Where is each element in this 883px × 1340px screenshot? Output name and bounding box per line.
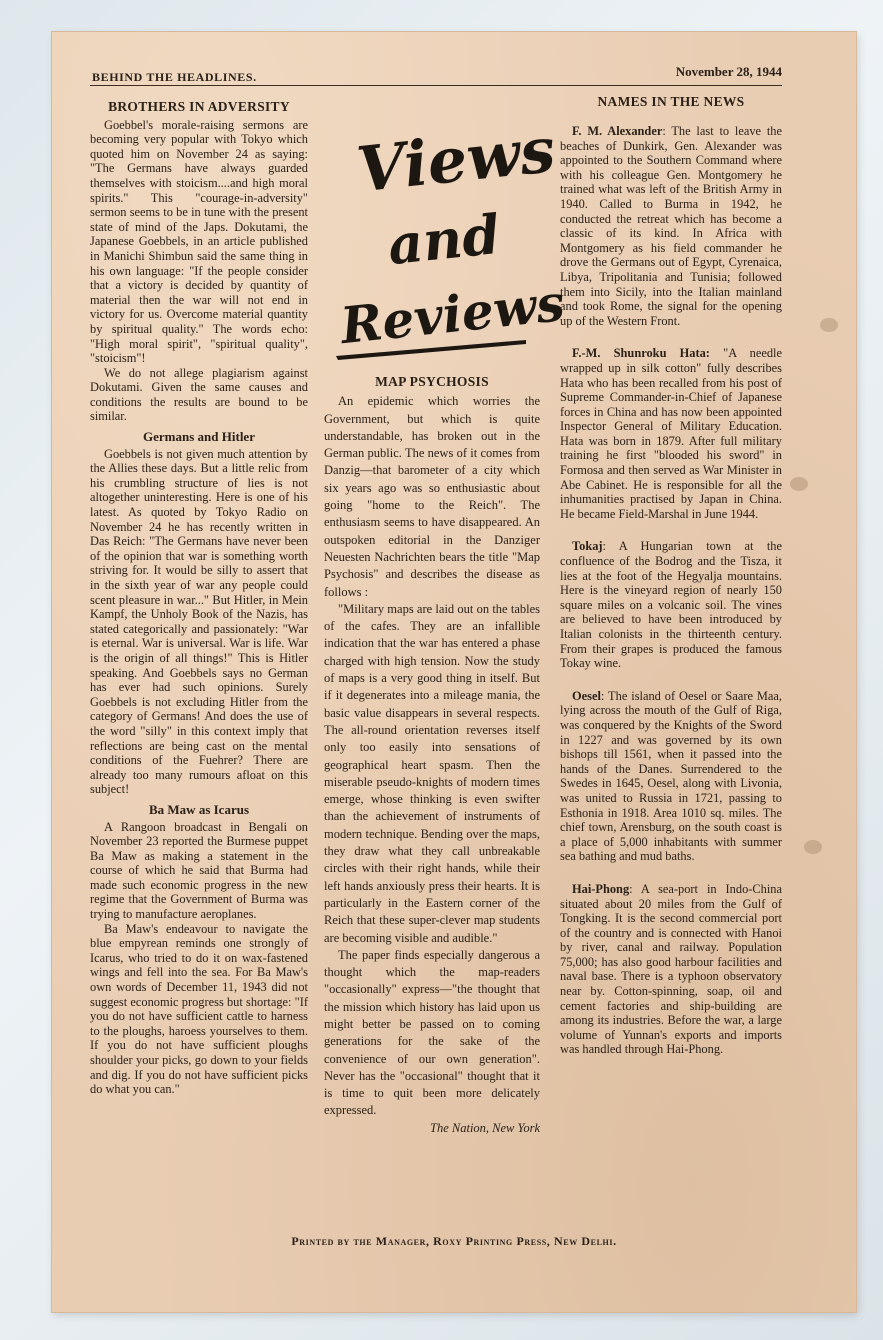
logo-word-views: Views <box>353 113 559 207</box>
paper-damage-mark <box>804 840 822 854</box>
paper-damage-mark <box>820 318 838 332</box>
entry-text: : The island of Oesel or Saare Maa, lying across the mouth of the Gulf of Riga, was conquered by the Knights of the Sword in 1227 and was governed by its own bishops till 1561, when it passed into the hands of the Danes. Surrendered to the Swedes in 1645, Oesel, along with Livonia, was united to Russia in 1721, passing to Esthonia in 1918. Area 1010 sq. miles. The chief town, Arensburg, on the south coast is a place of 5,000 inhabitants with summer sea bathing and mud baths. <box>560 688 782 864</box>
header-rule <box>90 85 782 86</box>
article-paragraph: A Rangoon broadcast in Bengali on November 23 reported the Burmese puppet Ba Maw as making a statement in the course of which he said that Burma had made such economic progress in the new regime that the Government of Burma was trying to manufacture aeroplanes. <box>90 819 308 922</box>
masthead-title: BEHIND THE HEADLINES. <box>92 70 257 84</box>
article-title-brothers: BROTHERS IN ADVERSITY <box>108 99 290 114</box>
logo-word-and: and <box>384 201 503 278</box>
column-middle <box>324 367 540 1137</box>
newspaper-page <box>52 32 856 1312</box>
entry-name: Oesel <box>572 688 601 703</box>
logo-word-reviews: Reviews <box>337 273 568 356</box>
column-right <box>560 124 782 1075</box>
subhead-ba-maw: Ba Maw as Icarus <box>148 801 250 817</box>
article-paragraph: Ba Maw's endeavour to navigate the blue empyrean reminds one strongly of Icarus, who tried to do it on wax-fastened wings and fell into the sea. For Ba Maw's own words of December 11, 1943 did not suggest economic progress but shortage: "If you do not have sufficient cattle to harness to the ploughs, haroess yourselves to them. If you do not have sufficient ploughs shoulder your picks, go down to your fields and dig. If you do not have sufficient picks do what you can." <box>90 921 308 1097</box>
entry-name: F.-M. Shunroku Hata: <box>572 346 710 361</box>
news-entry <box>560 539 782 670</box>
issue-date: November 28, 1944 <box>675 64 782 79</box>
entry-name: Tokaj <box>572 539 603 554</box>
article-paragraph: The paper finds especially dangerous a thought which the map-readers "occasionally" express—"the thought that the mission which history has laid upon us might better be passed on to coming generations for the sake of the convenience of our own generation". Never has the "occasional" thought that it is time to quit been more delicately expressed. <box>324 947 540 1118</box>
entry-name: F. M. Alexander <box>572 124 663 138</box>
article-paragraph: Goebbels is not given much attention by the Allies these days. But a little relic from his crumbling structure of lies is not altogether uninteresting. Here is one of his latest. As quoted by Tokyo Radio on November 24 he has recently written in Das Reich: "The Germans have never been of the opinion that war is something worth striving for. It would be silly to assert that in the sixth year of war any people could scent pleasure in war..." But Hitler, in Mein Kampf, the Unholy Book of the Nazis, has stated categorically and passionately: "War is eternal. War is universal. War is life. War is the origin of all things!" This is Hitler speaking. And Goebbels says no German has ever had such opinions. Surely Goebbels is not excluding Hitler from the category of Germans! And does the use of the word "silly" in this context imply that reflections are being cast on the mental conditions of the Fuehrer? There are already too many rumours afloat on this subject! <box>90 446 308 797</box>
printer-imprint: Printed by the Manager, Roxy Printing Press, New Delhi. <box>291 1234 617 1248</box>
news-entry <box>560 124 782 328</box>
entry-text: : A Hungarian town at the confluence of the Bodrog and the Tisza, it lies at the foot of the Hegyalja mountains. Here is the vineyard region of nearly 150 square miles on a volcanic soil. The vines are believed to have been introduced by Italian colonists in the thirteenth century. From their grapes is produced the famous Tokay wine. <box>560 539 782 671</box>
article-source: The Nation, New York <box>430 1120 540 1135</box>
news-entry <box>560 882 782 1057</box>
article-paragraph: "Military maps are laid out on the tables of the cafes. They are an infallible indication that the war has entered a phase charged with high tension. Now the study of maps is a very good thing in itself. But if it degenerates into a mileage mania, the basic value disappears in several respects. The all-round orientation reverses itself only too easily into sensations of geographical heart spasm. Then the miserable pseudo-knights of modern times emerge, whose thinking is even swifter than the achievement of instruments of modern technique. Bending over the maps, they draw what they call unbreakable circles with their right hands, while their left hands anxiously press their hearts. It is particularly in the Eastern corner of the Reich that these super-clever map students are becoming visible and audible." <box>324 601 540 945</box>
paper-damage-mark <box>790 477 808 491</box>
entry-name: Hai-Phong <box>572 881 630 896</box>
subhead-germans-hitler: Germans and Hitler <box>143 429 255 445</box>
news-entry <box>560 689 782 864</box>
entry-text: "A needle wrapped up in silk cotton" fully describes Hata who has been recalled from his post of Supreme Commander-in-Chief of Japanese forces in China and has now been appointed Inspector General of Military Education. Hata was born in 1879. After full military training he first "blooded his sword" in Formosa and then served as War Minister in Abe Cabinet. He is responsible for all the inhumanities practised by Japan in China. He became Field-Marshal in June 1944. <box>560 346 782 521</box>
article-title-map-psychosis: MAP PSYCHOSIS <box>375 374 489 389</box>
entry-text: : A sea-port in Indo-China situated about 20 miles from the Gulf of Tongking. It is the second commercial port of the country and is connected with Hanoi by river, canal and railway. Population 75,000; has also good harbour facilities and naval base. There is a typhoon observatory near by. Cotton-spinning, soap, oil and cement factories and ship-building are among its industries. Before the war, a large volume of Yunnan's exports and imports was handled through Hai-Phong. <box>560 881 782 1057</box>
views-and-reviews-logo <box>330 112 568 362</box>
entry-text: : The last to leave the beaches of Dunkirk, Gen. Alexander was appointed to the Southern Command where with his colleague Gen. Montgomery he trained what was left of the British Army in 1940. Called to Burma in 1942, he conducted the retreat which has become a classic of its kind. In Africa with Montgomery as his field commander he drove the Germans out of Egypt, Cyrenaica, Libya, Tripolitania and Tunisia; followed them into Sicily, into the Italian mainland and took Rome, the signal for the opening up of the Western Front. <box>560 124 782 328</box>
article-paragraph: Goebbel's morale-raising sermons are becoming very popular with Tokyo which quoted him on November 24 as saying: "The Germans have always guarded themselves with stoicism....and high moral spirits." This "courage-in-adversity" sermon seems to be in tune with the present state of mind of the Japs. Dokutami, the Japanese Goebbels, in an article published in Manichi Shimbun said the same thing in his own language: "If the people consider that a victory is decided by quantity of material then the war will not end in victory for us. Overcome material quantity by spiritual quality." The words echo: "High moral spirit", "spiritual quality", "stoicism"! <box>90 117 308 366</box>
article-paragraph: We do not allege plagiarism against Dokutami. Given the same causes and conditions the results are bound to be similar. <box>90 365 308 424</box>
article-paragraph: An epidemic which worries the Government, but which is quite understandable, has broken out in the German public. The news of it comes from Danzig—that barometer of a city which six years ago was so enthusiastic about going "home to the Reich". The enthusiasm seems to have disappeared. An outspoken editorial in the Danziger Neuesten Nachrichten bears the title "Map Psychosis" and describes the disease as follows : <box>324 394 540 599</box>
column-left <box>90 94 308 1097</box>
section-title-names: NAMES IN THE NEWS <box>597 94 745 109</box>
news-entry <box>560 346 782 521</box>
